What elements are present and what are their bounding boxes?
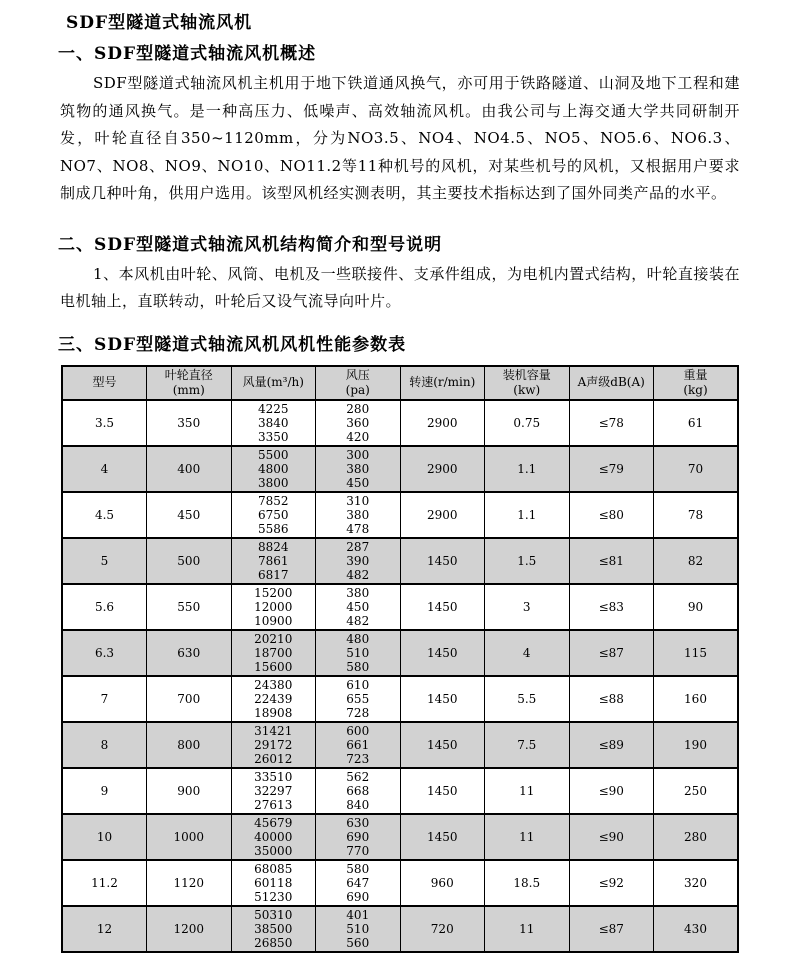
- cell-weight: 250: [654, 768, 739, 814]
- table-header: [62, 366, 738, 400]
- cell-diameter: 500: [147, 538, 232, 584]
- cell-noise: ≤79: [569, 446, 654, 492]
- cell-diameter: 630: [147, 630, 232, 676]
- cell-airflow: 5500 4800 3800: [231, 446, 316, 492]
- cell-speed: 1450: [400, 584, 485, 630]
- cell-pressure: 610 655 728: [316, 676, 401, 722]
- cell-model: 12: [62, 906, 147, 952]
- header-cell-1: 叶轮直径 (mm): [147, 366, 232, 400]
- cell-speed: 2900: [400, 492, 485, 538]
- cell-model: 5: [62, 538, 147, 584]
- table-body: [62, 400, 738, 952]
- cell-speed: 2900: [400, 400, 485, 446]
- section-1-paragraph: SDF型隧道式轴流风机主机用于地下铁道通风换气，亦可用于铁路隧道、山洞及地下工程和建筑物的通风换气。是一种高压力、低噪声、高效轴流风机。由我公司与上海交通大学共同研制开发，叶轮直径自350~1120mm，分为NO3.5、NO4、NO4.5、NO5、NO5.6、NO6.3、NO7、NO8、NO9、NO10、NO11.2等11种机号的风机，对某些机号的风机，又根据用户要求制成几种叶角，供用户选用。该型风机经实测表明，其主要技术指标达到了国外同类产品的水平。: [60, 74, 740, 202]
- table-header-row: [62, 366, 738, 400]
- cell-model: 4: [62, 446, 147, 492]
- cell-diameter: 450: [147, 492, 232, 538]
- cell-power: 0.75: [485, 400, 570, 446]
- cell-noise: ≤92: [569, 860, 654, 906]
- table-row: [62, 722, 738, 768]
- cell-speed: 960: [400, 860, 485, 906]
- table-row: [62, 630, 738, 676]
- performance-table: [61, 365, 739, 953]
- cell-model: 4.5: [62, 492, 147, 538]
- cell-diameter: 1120: [147, 860, 232, 906]
- cell-diameter: 550: [147, 584, 232, 630]
- cell-noise: ≤88: [569, 676, 654, 722]
- cell-pressure: 562 668 840: [316, 768, 401, 814]
- cell-airflow: 20210 18700 15600: [231, 630, 316, 676]
- header-cell-7: 重量 (kg): [654, 366, 739, 400]
- cell-airflow: 4225 3840 3350: [231, 400, 316, 446]
- cell-power: 1.5: [485, 538, 570, 584]
- cell-airflow: 24380 22439 18908: [231, 676, 316, 722]
- cell-model: 10: [62, 814, 147, 860]
- cell-pressure: 600 661 723: [316, 722, 401, 768]
- table-row: [62, 906, 738, 952]
- cell-noise: ≤80: [569, 492, 654, 538]
- section-3-heading: 三、SDF型隧道式轴流风机风机性能参数表: [58, 334, 407, 355]
- cell-noise: ≤78: [569, 400, 654, 446]
- section-2-paragraph: 1、本风机由叶轮、风筒、电机及一些联接件、支承件组成，为电机内置式结构，叶轮直接装在电机轴上，直联转动，叶轮后又设气流导向叶片。: [60, 264, 740, 310]
- section-1-heading: 一、SDF型隧道式轴流风机概述: [58, 44, 317, 64]
- cell-weight: 280: [654, 814, 739, 860]
- cell-pressure: 300 380 450: [316, 446, 401, 492]
- cell-pressure: 310 380 478: [316, 492, 401, 538]
- cell-model: 5.6: [62, 584, 147, 630]
- table-row: [62, 676, 738, 722]
- cell-weight: 115: [654, 630, 739, 676]
- cell-pressure: 280 360 420: [316, 400, 401, 446]
- cell-weight: 430: [654, 906, 739, 952]
- table-row: [62, 768, 738, 814]
- cell-weight: 70: [654, 446, 739, 492]
- cell-speed: 2900: [400, 446, 485, 492]
- header-cell-2: 风量(m³/h): [231, 366, 316, 400]
- cell-speed: 1450: [400, 676, 485, 722]
- cell-weight: 190: [654, 722, 739, 768]
- cell-diameter: 700: [147, 676, 232, 722]
- cell-pressure: 630 690 770: [316, 814, 401, 860]
- cell-speed: 1450: [400, 538, 485, 584]
- table-row: [62, 538, 738, 584]
- cell-speed: 1450: [400, 630, 485, 676]
- cell-noise: ≤87: [569, 906, 654, 952]
- cell-pressure: 401 510 560: [316, 906, 401, 952]
- header-cell-5: 装机容量 (kw): [485, 366, 570, 400]
- cell-speed: 1450: [400, 768, 485, 814]
- cell-speed: 1450: [400, 814, 485, 860]
- cell-speed: 720: [400, 906, 485, 952]
- cell-noise: ≤83: [569, 584, 654, 630]
- header-cell-4: 转速(r/min): [400, 366, 485, 400]
- cell-power: 11: [485, 814, 570, 860]
- cell-airflow: 7852 6750 5586: [231, 492, 316, 538]
- doc-title: SDF型隧道式轴流风机: [66, 13, 253, 33]
- cell-airflow: 50310 38500 26850: [231, 906, 316, 952]
- cell-diameter: 900: [147, 768, 232, 814]
- cell-diameter: 1000: [147, 814, 232, 860]
- cell-diameter: 400: [147, 446, 232, 492]
- cell-airflow: 31421 29172 26012: [231, 722, 316, 768]
- cell-diameter: 1200: [147, 906, 232, 952]
- cell-weight: 82: [654, 538, 739, 584]
- table-row: [62, 446, 738, 492]
- cell-pressure: 287 390 482: [316, 538, 401, 584]
- cell-noise: ≤81: [569, 538, 654, 584]
- cell-weight: 320: [654, 860, 739, 906]
- cell-power: 11: [485, 768, 570, 814]
- cell-weight: 78: [654, 492, 739, 538]
- cell-noise: ≤90: [569, 814, 654, 860]
- cell-power: 5.5: [485, 676, 570, 722]
- cell-noise: ≤89: [569, 722, 654, 768]
- cell-model: 3.5: [62, 400, 147, 446]
- cell-power: 3: [485, 584, 570, 630]
- cell-power: 4: [485, 630, 570, 676]
- cell-noise: ≤87: [569, 630, 654, 676]
- cell-airflow: 68085 60118 51230: [231, 860, 316, 906]
- table-row: [62, 400, 738, 446]
- header-cell-3: 风压 (pa): [316, 366, 401, 400]
- cell-airflow: 15200 12000 10900: [231, 584, 316, 630]
- cell-airflow: 33510 32297 27613: [231, 768, 316, 814]
- cell-airflow: 8824 7861 6817: [231, 538, 316, 584]
- cell-diameter: 350: [147, 400, 232, 446]
- cell-weight: 160: [654, 676, 739, 722]
- table-row: [62, 584, 738, 630]
- cell-power: 1.1: [485, 446, 570, 492]
- cell-model: 6.3: [62, 630, 147, 676]
- cell-power: 1.1: [485, 492, 570, 538]
- cell-pressure: 580 647 690: [316, 860, 401, 906]
- table-row: [62, 860, 738, 906]
- cell-airflow: 45679 40000 35000: [231, 814, 316, 860]
- cell-noise: ≤90: [569, 768, 654, 814]
- cell-power: 11: [485, 906, 570, 952]
- table-row: [62, 492, 738, 538]
- cell-model: 11.2: [62, 860, 147, 906]
- header-cell-6: A声级dB(A): [569, 366, 654, 400]
- cell-weight: 61: [654, 400, 739, 446]
- cell-model: 7: [62, 676, 147, 722]
- cell-pressure: 480 510 580: [316, 630, 401, 676]
- cell-pressure: 380 450 482: [316, 584, 401, 630]
- cell-model: 8: [62, 722, 147, 768]
- cell-weight: 90: [654, 584, 739, 630]
- header-cell-0: 型号: [62, 366, 147, 400]
- cell-model: 9: [62, 768, 147, 814]
- table-row: [62, 814, 738, 860]
- cell-diameter: 800: [147, 722, 232, 768]
- cell-power: 18.5: [485, 860, 570, 906]
- section-2-heading: 二、SDF型隧道式轴流风机结构简介和型号说明: [58, 234, 443, 255]
- cell-speed: 1450: [400, 722, 485, 768]
- cell-power: 7.5: [485, 722, 570, 768]
